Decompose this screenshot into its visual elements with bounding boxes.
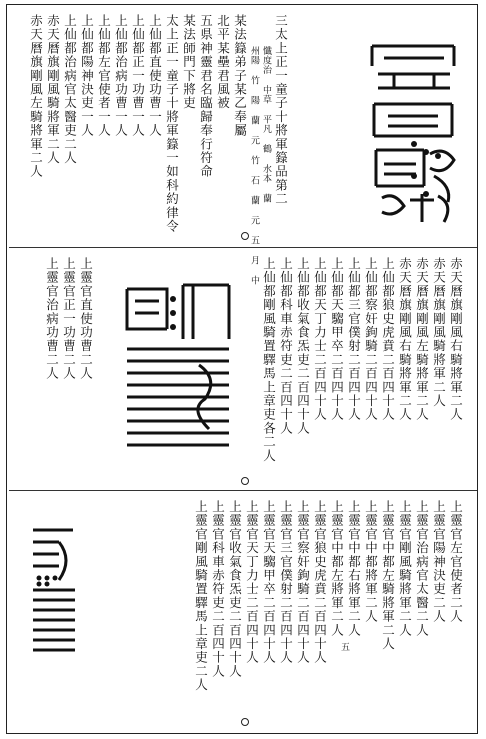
text-column: 上靈官中都左騎將軍二人 xyxy=(380,500,396,651)
text-column: 上仙都治病官太醫吏二人 xyxy=(62,14,78,165)
text-column: 上仙都陽神決吏一人 xyxy=(79,14,95,138)
text-column: 上靈官收氣食炁吏二百四十人 xyxy=(227,500,243,679)
text-column: 上靈官察奸鉤騎二百四十人 xyxy=(295,500,311,665)
text-column: 上靈官天丁力士二百四十人 xyxy=(244,500,260,665)
page-number: 五 xyxy=(341,643,351,653)
text-column: 某法籙弟子某乙奉屬 xyxy=(232,14,248,138)
text-band-1 xyxy=(9,6,477,285)
text-column: 上仙都狼史虎賁二百四十人 xyxy=(380,257,396,422)
text-column: 上仙都治病功曹一人 xyxy=(113,14,129,138)
text-column: 上靈官左官使者二人 xyxy=(448,500,464,624)
text-column: 太上正一童子十將軍籙一如科約律令 xyxy=(164,14,180,234)
text-column: 赤天曆旗剛風左騎將軍二人 xyxy=(28,14,44,179)
text-column: 州陽 竹 陽 蘭 元 竹 石 蘭 元 五 月 中 xyxy=(249,46,259,285)
text-column: 赤天曆旗剛風騎將軍二人 xyxy=(45,14,61,165)
circle-mark xyxy=(241,477,249,485)
text-column: 上靈官剛風騎將軍二人 xyxy=(397,500,413,637)
text-column: 上靈官治病官太醫二人 xyxy=(414,500,430,637)
text-column: 上仙都察奸鉤騎二百四十人 xyxy=(363,257,379,422)
text-column: 某法師門下將吏 xyxy=(181,14,197,110)
text-band-3 xyxy=(9,492,477,732)
text-column: 上靈官天騶甲卒二百四十人 xyxy=(261,500,277,665)
text-column: 上靈官科車赤符吏二百四十人 xyxy=(210,500,226,679)
text-column: 上靈官狼史虎賁二百四十人 xyxy=(312,500,328,665)
text-column: 上靈官三官僕射二百四十人 xyxy=(278,500,294,665)
text-column: 上靈官中都右將軍二人 xyxy=(346,500,362,637)
text-column: 赤天曆旗剛風左騎將軍二人 xyxy=(414,257,430,422)
text-band-2 xyxy=(9,249,477,489)
text-column: 上仙都剛風騎置驛馬上章吏各二人 xyxy=(261,257,277,463)
talisman-seal xyxy=(119,269,239,469)
text-column: 上仙都正一功曹一人 xyxy=(130,14,146,138)
text-column: 上仙都三官僕射二百四十人 xyxy=(346,257,362,422)
text-column: 上靈官直使功曹二人 xyxy=(78,257,94,381)
text-column: 上仙都直使功曹一人 xyxy=(147,14,163,138)
text-column: 上靈官剛風騎置驛馬上章吏二人 xyxy=(193,500,209,692)
text-column: 上靈官治病功曹二人 xyxy=(44,257,60,381)
text-column: 赤天曆旗剛風右騎將軍二人 xyxy=(448,257,464,422)
band-divider xyxy=(9,247,477,248)
text-column: 上仙都左官使者一人 xyxy=(96,14,112,138)
circle-mark xyxy=(241,718,249,726)
band-divider xyxy=(9,490,477,491)
text-column: 上靈官中都左將軍二人 xyxy=(329,500,345,637)
text-column: 赤天曆旗剛風右騎將軍二人 xyxy=(397,257,413,422)
text-column: 北平某壘君風被 xyxy=(215,14,231,110)
text-column: 上仙都收氣食炁吏二百四十人 xyxy=(295,257,311,436)
text-column: 三太上正一童子十將軍籙品第二 xyxy=(273,14,289,206)
text-column: 上仙都天騶甲卒二百四十人 xyxy=(329,257,345,422)
text-column: 懺度治 中草 平凡 鶴 水本 蘭 xyxy=(261,46,271,203)
text-column: 赤天曆旗剛風騎將軍二人 xyxy=(431,257,447,408)
talisman-seal xyxy=(364,26,464,226)
text-column: 五県神靈君名臨歸奉行符命 xyxy=(198,14,214,179)
text-column: 上仙都天丁力士二百四十人 xyxy=(312,257,328,422)
circle-mark xyxy=(241,232,249,240)
text-column: 上仙都科車赤符吏二百四十人 xyxy=(278,257,294,436)
talisman-seal xyxy=(29,520,79,670)
text-column: 上靈官正一功曹二人 xyxy=(61,257,77,381)
text-column: 上靈官陽神決吏二人 xyxy=(431,500,447,624)
text-column: 上靈官中都將軍二人 xyxy=(363,500,379,624)
